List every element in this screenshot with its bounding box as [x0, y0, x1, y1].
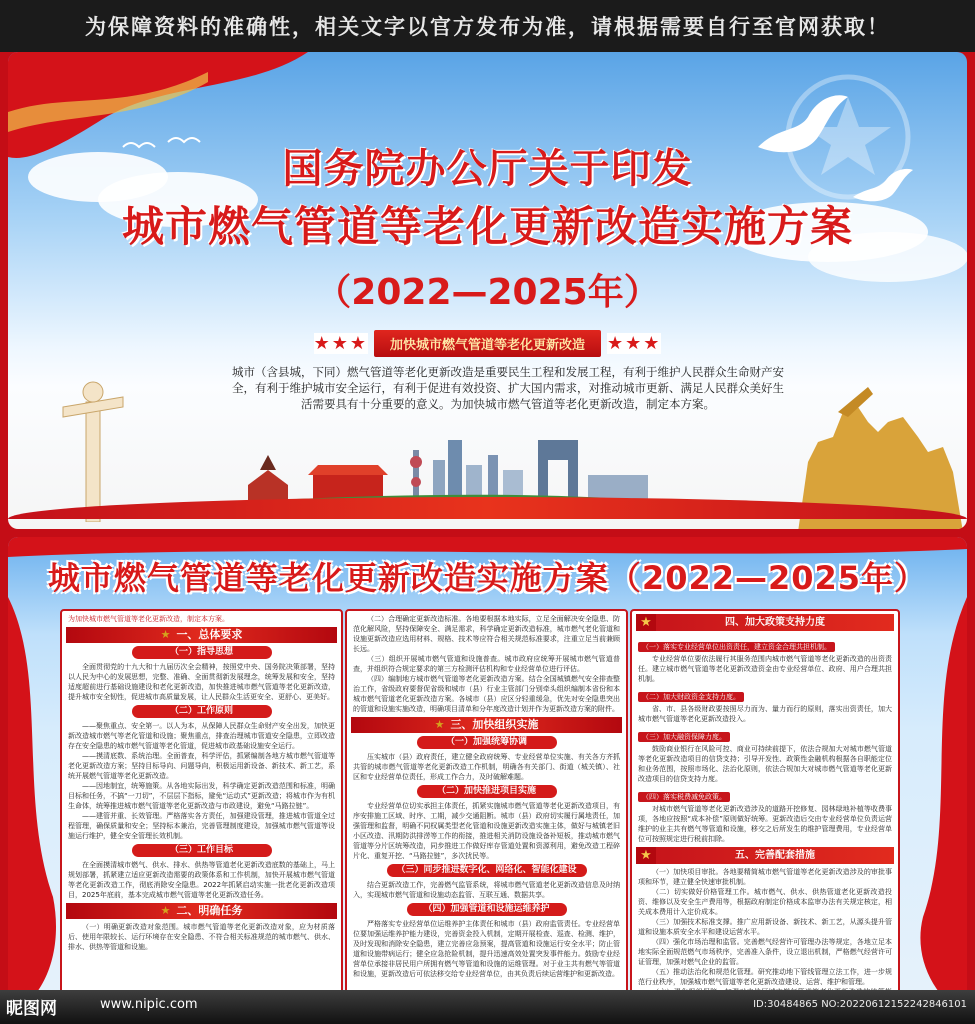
lead-text: 为加快城市燃气管道等老化更新改造，制定本方案。 — [68, 615, 229, 623]
paragraph: 对城市燃气管道等老化更新改造涉及的道路开挖修复、园林绿地补植等收费事项，各地应按照“成本补偿”原则做好统筹。更新改造后交由专业经营单位负责运营维护的业主共有燃气等管道和设施，移交之后所发生的维护管理费用，专业经营单位可按照规定进行税前扣除。 — [638, 805, 892, 843]
paragraph: ——聚焦重点、安全第一。以人为本，从保障人民群众生命财产安全出发，加快更新改造城市燃气等老化管道和设施；聚焦重点，排查治理城市管道安全隐患，立即改造存在安全隐患的城市燃气管道等老化管道，促进城市政基础设施安全运行。 — [68, 722, 335, 750]
section-heading-3: ★ 三、加快组织实施 — [351, 717, 622, 733]
content-column-2 — [345, 609, 628, 1009]
paragraph: （一）明确更新改造对象范围。城市燃气管道等老化更新改造对象，应为材质落后、使用年限较长、运行环境存在安全隐患、不符合相关标准规范的城市燃气、供水、排水、供热等管道和设施。 — [68, 923, 335, 951]
subheading-goals: （三）工作目标 — [132, 844, 272, 857]
bottom-board — [8, 537, 967, 1024]
paragraph: 专业经营单位切实承担主体责任，抓紧实施城市燃气管道等老化更新改造项目，有序安排施工区域、时序、工期，减少交通阻断。城市（县）政府切实履行属地责任，加强管理和监督，明确不同权属类型老化管道和设施更新改造实施主体，做好与城镇老旧小区改造、汛期防洪排涝等工作的衔接，推进相关消防设施设备补短板，推动城市燃气管道等分片区统筹改造，同步推进工作做好库存管道处置和资源利用，避免改造工程碎片化、重复开挖、“马路拉链”，多次扰民等。 — [353, 802, 620, 860]
paragraph: ——摸清底数、系统治理。全面普查，科学评估，抓紧编制各地方城市燃气管道等老化更新改造方案；坚持目标导向、问题导向，积极运用新设备、新技术、新工艺，系统开展燃气管道等老化更新改造。 — [68, 752, 335, 780]
paragraph: （二）切实做好价格管理工作。城市燃气、供水、供热管道老化更新改造投资、维修以及安全生产费用等，根据政府制定价格成本监审办法有关规定核定，相关成本费用计入定价成本。 — [638, 888, 892, 916]
paragraph: （二）合理确定更新改造标准。各地要根据本地实际，立足全面解决安全隐患、防范化解风险，坚持保障安全、满足需求，科学确定更新改造标准，城市燃气老化管道和设施更新改造应选用材料、规格、技术等应符合相关规范标准要求，注重立足当前兼顾长远。 — [353, 615, 620, 653]
disclaimer-banner: 为保障资料的准确性，相关文字以官方发布为准，请根据需要自行至官网获取！ — [0, 0, 975, 52]
content-column-3 — [630, 609, 900, 1009]
paragraph: （四）强化市场治理和监管。完善燃气经营许可管理办法等规定，各地立足本地实际全面规范燃气市场秩序，完善准入条件，设立退出机制，严格燃气经营许可证管理，加强对燃气企业的监管。 — [638, 938, 892, 966]
subheading-implementation: （二）加快推进项目实施 — [417, 785, 557, 798]
paragraph: 压实城市（县）政府责任，建立健全政府统筹、专业经营单位实施、有关各方齐抓共管的城市燃气管道等老化更新改造工作机制，明确各有关部门、街道（城关镇）、社区和专业经营单位责任，形成工作合力，及时破解难题。 — [353, 753, 620, 781]
red-flag-right-decor — [903, 597, 967, 1017]
star-icon: ★ — [160, 904, 171, 917]
subheading-digital: （三）同步推进数字化、网络化、智能化建设 — [387, 864, 587, 877]
paragraph: 严格落实专业经营单位运维养护主体责任和城市（县）政府监管责任。专业经营单位要加强运维养护能力建设，完善资金投入机制，定期开展检查、巡查、检测、维护，及时发现和消除安全隐患，建立完善应急预案，提高管道和设施运行安全水平；防止管道和设施带病运行；健全应急抢险机制，提升迅速高效处置突发事件能力。鼓励专业经营单位承接非居民用户所拥有燃气等管道和设施的运维管理。对于业主共有燃气等管道和设施，更新改造后可依法移交给专业经营单位，由其负责后续运营维护和更新改造。 — [353, 920, 620, 978]
paragraph: ——因地制宜，统筹施策。从各地实际出发，科学确定更新改造范围和标准，明确目标和任务，不搞“一刀切”，不层层下指标，避免“运动式”更新改造；将城市作为有机生命体，统筹推进城市燃气管道等老化更新改造与市政建设，避免“马路拉链”。 — [68, 782, 335, 810]
star-icon: ★ — [636, 847, 656, 864]
section-board-title: 城市燃气管道等老化更新改造实施方案（2022—2025年） — [47, 559, 928, 597]
star-icon: ★ — [160, 628, 171, 641]
paragraph: （四）编制地方城市燃气管道等老化更新改造方案。结合全国城镇燃气安全排查整治工作，省级政府要督促省级和城市（县）行业主管部门分别牵头组织编制本省份和本城市燃气管道老化更新改造方案。各城市（县）应区分轻重缓急，优先对安全隐患突出的管道和设施实施改造，明确项目清单和分年度改造计划并作为更新改造方案的附件。 — [353, 675, 620, 713]
content-column-1 — [60, 609, 343, 1009]
ribbon-label: 加快城市燃气管道等老化更新改造 — [374, 330, 601, 357]
star-icon: ★ — [636, 614, 656, 631]
label: （三）加大融资保障力度。 — [638, 732, 730, 742]
red-flag-left-decor — [8, 597, 68, 1017]
main-title-years: （2022—2025年） — [315, 272, 660, 313]
paragraph: （三）加强技术标准支撑。推广应用新设备、新技术、新工艺，从源头提升管道和设施本质安全水平和建设运营水平。 — [638, 918, 892, 936]
paragraph: ——建管并重、长效管理。严格落实各方责任，加强建设管理，推进城市管道全过程管理，确保质量和安全；坚持标本兼治，完善管理制度建设，加强城市燃气管道等设施运行维护，健全安全管理长效机制。 — [68, 812, 335, 840]
section-heading-5: ★ 五、完善配套措施 — [636, 847, 894, 864]
paragraph: 在全面摸清城市燃气、供水、排水、供热等管道老化更新改造底数的基础上，马上规划部署，抓紧建立适应更新改造需要的政策体系和工作机制，加快开展城市燃气管道等老化更新改造工作，彻底消除安全隐患。2022年抓紧启动实施一批老化更新改造项目，2025年底前，基本完成城市燃气管道等老化更新改造任务。 — [68, 861, 335, 899]
image-id: ID:30484865 NO:20220612152242846101 — [753, 999, 967, 1010]
stars-right: ★★★ — [607, 333, 662, 354]
paragraph: （五）推动法治化和规范化管理。研究推动地下管线管理立法工作，进一步规范行业秩序，加强城市燃气管道等老化更新改造建设、运营、维护和管理。 — [638, 968, 892, 986]
section-heading-4: ★ 四、加大政策支持力度 — [636, 614, 894, 631]
site-url: www.nipic.com — [100, 997, 198, 1012]
subheading-coordination: （一）加强统筹协调 — [417, 736, 557, 749]
top-board — [8, 52, 967, 529]
subheading-principles: （二）工作原则 — [132, 705, 272, 718]
paragraph: 鼓励商业银行在风险可控、商业可持续前提下，依法合规加大对城市燃气管道等老化更新改造项目的信贷支持；引导开发性、政策性金融机构根据各自职能定位和业务范围，按照市场化、法治化原则，依法合规加大对城市燃气管道等老化更新改造项目的信贷支持力度。 — [638, 745, 892, 783]
paragraph: 全面贯彻党的十九大和十九届历次全会精神，按照党中央、国务院决策部署，坚持以人民为中心的发展思想，完整、准确、全面贯彻新发展理念，统筹发展和安全，坚持适度超前进行基础设施建设和老化更新改造，加快推进城市燃气管道等老化更新改造，提升城市安全韧性，促进城市高质量发展，让人民群众生活更安全、更舒心、更美好。 — [68, 663, 335, 701]
section-heading-1: ★ 一、总体要求 — [66, 627, 337, 643]
paragraph: （三）组织开展城市燃气管道和设施普查。城市政府应统筹开展城市燃气管道普查，并组织符合规定要求的第三方检测评估机构和专业经营单位进行评估。 — [353, 655, 620, 673]
label: （二）加大财政资金支持力度。 — [638, 692, 744, 702]
paragraph: 省、市、县各级财政要按照尽力而为、量力而行的原则，落实出资责任，加大城市燃气管道等老化更新改造投入。 — [638, 705, 892, 723]
subtitle-ribbon — [8, 330, 967, 357]
subheading-guiding: （一）指导思想 — [132, 646, 272, 659]
star-icon: ★ — [434, 718, 445, 731]
label: （一）落实专业经营单位出资责任，建立资金合理共担机制。 — [638, 642, 835, 652]
intro-paragraph: 城市（含县城，下同）燃气管道等老化更新改造是重要民生工程和发展工程，有利于维护人民群众生命财产安全，有利于维护城市安全运行，有利于促进有效投资、扩大国内需求，对推动城市更新、满足人民群众美好生活需要具有十分重要的意义。为加快城市燃气管道等老化更新改造，制定本方案。 — [232, 365, 784, 411]
paragraph: 专业经营单位要依法履行其服务范围内城市燃气管道等老化更新改造的出资责任。建立城市燃气管道等老化更新改造资金由专业经营单位、政府、用户合理共担机制。 — [638, 655, 892, 683]
main-title-line2: 城市燃气管道等老化更新改造实施方案 — [121, 202, 853, 251]
paragraph: 结合更新改造工作，完善燃气监管系统，将城市燃气管道老化更新改造信息及时纳入，实现城市燃气管道和设施动态监管、互联互通、数据共享。 — [353, 881, 620, 899]
paragraph: （一）加快项目审批。各地要精简城市燃气管道等老化更新改造涉及的审批事项和环节，建立健全快速审批机制。 — [638, 868, 892, 886]
label: （四）落实税费减免政策。 — [638, 792, 730, 802]
stars-left: ★★★ — [313, 333, 368, 354]
subheading-maintenance: （四）加强管道和设施运维养护 — [407, 903, 567, 916]
main-title-line1: 国务院办公厅关于印发 — [282, 146, 693, 192]
huabiao-column-decor — [58, 372, 128, 522]
section-heading-2: ★ 二、明确任务 — [66, 903, 337, 919]
site-logo: 昵图网 — [6, 999, 57, 1019]
